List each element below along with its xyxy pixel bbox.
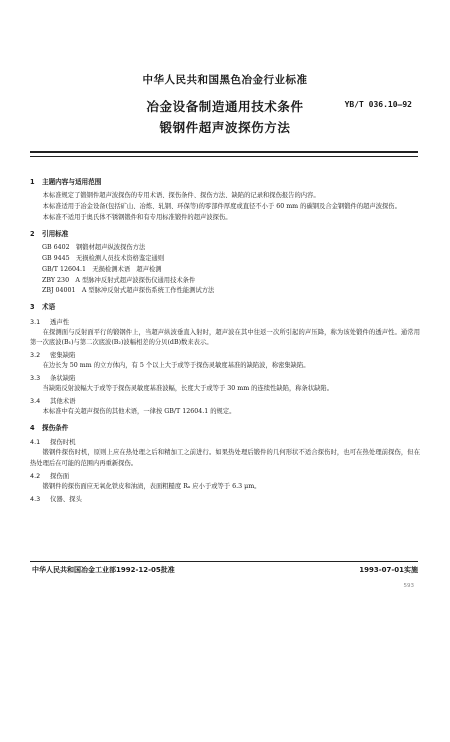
paragraph: 在探测面与反射面平行的锻钢件上，当超声纵波垂直入射时，超声波在其中往返一次所引起的声压降，称为该处锻件的透声性。通常用第一次底波(B₁)与第二次底波(B₂)波幅相差的分贝(dB)数来表示。 [30, 328, 420, 347]
subsection-number: 3.2 [30, 351, 41, 360]
reference-code: ZBY 230 [42, 276, 70, 284]
subsection-heading [30, 494, 420, 505]
reference-item [30, 276, 420, 287]
section-title: 探伤条件 [42, 423, 69, 432]
reference-code: ZBJ 04001 [42, 287, 76, 295]
reference-item [30, 286, 420, 297]
subsection-heading [30, 373, 420, 384]
subsection-number: 3.4 [30, 396, 41, 405]
subsection-title: 透声性 [50, 317, 70, 326]
subsection-title: 条状缺陷 [50, 374, 76, 383]
paragraph: 本标准不适用于奥氏体不锈钢锻件和有专用标准锻件的超声波探伤。 [42, 213, 232, 221]
section-1-heading [30, 177, 420, 188]
reference-title: 钢锻材超声纵波探伤方法 [75, 244, 146, 252]
paragraph: 本标准适用于冶金设备(包括矿山、冶炼、轧钢、环保等)的零部件厚度或直径不小于 60 mm 的碳钢及合金钢锻件的超声波探伤。 [42, 203, 401, 211]
subsection-number: 4.3 [30, 494, 41, 503]
paragraph: 锻钢件探伤时机，原则上应在热处理之后和精加工之前进行。如果热处理后锻件的几何形状不适合探伤时，也可在热处理前探伤，但在热处理后在可能的范围内再重新探伤。 [30, 449, 420, 467]
subsection-heading [30, 317, 420, 328]
reference-title: A 型脉冲反射式超声波探伤仪通用技术条件 [75, 276, 196, 284]
subsection-title: 探伤面 [50, 471, 70, 480]
subsection-title: 其他术语 [50, 396, 76, 405]
paragraph: 本标准规定了锻钢件超声波探伤的专用术语、探伤条件、探伤方法、缺陷的记录和探伤报告的内容。 [42, 192, 320, 200]
subsection-title: 探伤时机 [50, 438, 76, 447]
subsection-heading [30, 437, 420, 448]
section-2-heading [30, 229, 420, 240]
page-number: 593 [403, 583, 414, 589]
issuer-title: 中华人民共和国黑色冶金行业标准 [142, 74, 308, 86]
reference-title: 无损检测人员技术资格鉴定通则 [75, 254, 165, 262]
subsection-heading [30, 396, 420, 407]
header-divider [30, 151, 418, 157]
subsection-heading [30, 350, 420, 361]
section-title: 引用标准 [42, 229, 69, 238]
subsection-number: 3.3 [30, 374, 41, 383]
paragraph: 本标准中有关超声探伤的其他术语，一律按 GB/T 12604.1 的规定。 [42, 407, 236, 415]
paragraph: 当缺陷反射波幅大于或等于探伤灵敏度基准波幅，长度大于或等于 30 mm 的连续性缺陷，称条状缺陷。 [42, 385, 334, 393]
paragraph: 锻钢件的探伤面应无氧化铁皮和油渍，表面粗糙度 Rₐ 应小于或等于 6.3 μm。 [42, 482, 261, 490]
section-title: 主题内容与适用范围 [42, 178, 102, 186]
subsection-number: 4.2 [30, 471, 41, 480]
section-number: 3 [30, 303, 35, 312]
subsection-heading [30, 471, 420, 482]
standard-code: YB/T 036.10—92 [344, 100, 412, 109]
paragraph: 在边长为 50 mm 的立方体内，有 5 个以上大于或等于探伤灵敏度基准的缺陷波，称密集缺陷。 [42, 362, 310, 370]
section-title: 术语 [42, 303, 56, 312]
subsection-title: 仪器、探头 [50, 494, 82, 503]
document-body [30, 172, 420, 505]
section-number: 4 [30, 423, 35, 432]
reference-code: GB 9445 [42, 254, 70, 262]
section-3-heading [30, 302, 420, 313]
reference-code: GB 6402 [42, 244, 70, 252]
subsection-title: 密集缺陷 [50, 351, 76, 360]
reference-title: A 型脉冲反射式超声探伤系统工作性能测试方法 [81, 287, 215, 295]
implementation-date: 1993-07-01实施 [359, 566, 418, 574]
reference-title: 无损检测术语 超声检测 [92, 265, 162, 273]
approval-note: 中华人民共和国冶金工业部1992-12-05批准 [32, 566, 175, 574]
reference-code: GB/T 12604.1 [42, 265, 87, 273]
footer-divider [30, 561, 418, 562]
section-4-heading [30, 423, 420, 434]
reference-item [30, 254, 420, 265]
document-title-line1: 冶金设备制造通用技术条件 [146, 99, 304, 114]
section-number: 1 [30, 178, 35, 186]
section-number: 2 [30, 229, 35, 238]
document-title-line2: 锻钢件超声波探伤方法 [159, 120, 291, 135]
reference-item [30, 243, 420, 254]
subsection-number: 4.1 [30, 438, 41, 447]
reference-item [30, 265, 420, 276]
subsection-number: 3.1 [30, 317, 41, 326]
